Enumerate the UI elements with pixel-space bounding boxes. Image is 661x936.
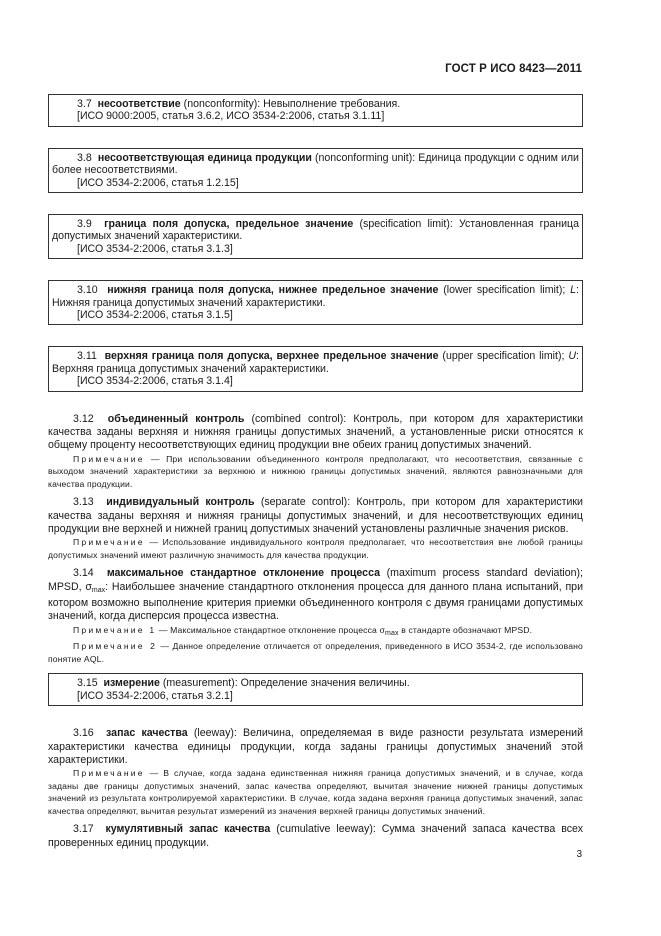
- term-title: запас качества: [106, 727, 188, 740]
- term-number: 3.16: [73, 727, 94, 740]
- term-paragraph-3-14: [48, 567, 583, 665]
- term-note: [48, 536, 583, 561]
- note-label: Примечание: [73, 768, 145, 779]
- term-text: (upper specification limit);: [442, 350, 565, 363]
- term-title: измерение: [103, 677, 160, 690]
- term-reference: [ИСО 3534-2:2006, статья 3.1.5]: [77, 309, 233, 322]
- note-text: в стандарте обозначают MPSD.: [401, 624, 533, 635]
- term-symbol-subscript: max: [91, 586, 106, 594]
- term-text: (lower specification limit);: [443, 284, 566, 297]
- term-reference: [ИСО 3534-2:2006, статья 3.1.4]: [77, 375, 233, 388]
- term-title: верхняя граница поля допуска, верхнее предельное значение: [104, 350, 439, 363]
- note-label: Примечание: [73, 453, 145, 464]
- term-paragraph-3-13: [48, 496, 583, 561]
- term-definition: [48, 496, 583, 536]
- term-paragraph-3-17: [48, 823, 583, 850]
- term-reference: [ИСО 3534-2:2006, статья 3.1.3]: [77, 242, 233, 255]
- term-box-3-9: [48, 214, 583, 259]
- term-number: 3.12: [73, 412, 94, 425]
- term-number: 3.10: [77, 284, 98, 297]
- term-definition: [52, 152, 579, 177]
- term-number: 3.17: [73, 823, 94, 836]
- term-text: (cumulative leeway): Сумма значений запаса качества всех проверенных единиц продукции.: [48, 823, 583, 849]
- term-title: несоответствующая единица продукции: [97, 151, 312, 164]
- term-text: : Нижняя граница допустимых значений характеристики.: [52, 284, 579, 309]
- term-definition: [52, 218, 579, 243]
- term-text: (measurement): Определение значения величины.: [162, 677, 410, 690]
- term-number: 3.14: [73, 567, 94, 580]
- term-definition: [48, 567, 583, 623]
- note-label: Примечание: [73, 537, 145, 548]
- note-symbol-subscript: max: [385, 629, 399, 637]
- note-text: — Использование индивидуального контроля предполагает, что несоответствия вне любой границы допустимых значений имеют различную значимость для качества продукции.: [48, 537, 583, 560]
- term-title: индивидуальный контроль: [106, 496, 255, 509]
- note-text: — Максимальное стандартное отклонение процесса: [158, 624, 377, 635]
- term-number: 3.8: [77, 151, 92, 164]
- term-box-3-15: [48, 673, 583, 706]
- term-text: (leeway): Величина, определяемая в виде разности результата измерений характеристики качества единицы продукции, когда заданы границы допустимых значений этой характеристики.: [48, 727, 583, 766]
- term-paragraph-3-16: [48, 727, 583, 817]
- term-text: (combined control): Контроль, при котором для характеристики качества заданы верхняя и нижняя границы допустимых значений, а установленные риски относятся к общему проценту несоответствующих единиц продукции вне обеих границ допустимых значений.: [48, 412, 583, 452]
- term-title: объединенный контроль: [107, 412, 245, 425]
- term-box-3-8: [48, 148, 583, 193]
- term-reference: [ИСО 3534-2:2006, статья 3.2.1]: [77, 689, 233, 702]
- term-title: нижняя граница поля допуска, нижнее предельное значение: [107, 284, 439, 297]
- term-text: : Верхняя граница допустимых значений характеристики.: [52, 350, 579, 375]
- note-label: Примечание 1: [73, 624, 157, 635]
- term-definition: [52, 350, 579, 375]
- page-content: [48, 94, 583, 856]
- term-box-3-7: [48, 94, 583, 127]
- term-box-3-11: [48, 346, 583, 391]
- document-header: ГОСТ Р ИСО 8423—2011: [445, 63, 582, 75]
- term-title: несоответствие: [97, 98, 181, 110]
- term-title: граница поля допуска, предельное значение: [104, 218, 354, 231]
- note-label: Примечание 2: [73, 641, 158, 652]
- term-number: 3.15: [77, 677, 98, 690]
- term-reference: [ИСО 3534-2:2006, статья 1.2.15]: [77, 176, 239, 189]
- term-text: (nonconforming unit): Единица продукции с одним или более несоответствиями.: [52, 151, 579, 177]
- term-box-3-10: [48, 280, 583, 325]
- term-definition: [52, 284, 579, 309]
- term-note: [48, 767, 583, 817]
- note-text: — В случае, когда задана единственная нижняя граница допустимых значений, и в случае, когда заданы две границы допустимых значений, запас качества определяют, вычитая значение нижней границы допустимых значений из результата контролируемой характеристики. В случае, когда задана верхняя граница допустимых значений, запас качества определяют, вычитая результат измерений из значения верхней границы допустимых значений.: [48, 768, 583, 816]
- term-number: 3.7: [77, 98, 92, 110]
- note-symbol: σ: [379, 624, 385, 635]
- term-definition: [52, 98, 579, 110]
- term-definition: [48, 413, 583, 453]
- term-number: 3.9: [77, 218, 92, 231]
- term-note-2: [48, 640, 583, 665]
- term-definition: [52, 677, 579, 689]
- term-text: (maximum process standard deviation); MPSD,: [48, 567, 583, 593]
- term-number: 3.13: [73, 496, 94, 509]
- term-text: (nonconformity): Невыполнение требования.: [183, 98, 401, 110]
- term-symbol: L: [570, 284, 577, 297]
- note-text: — При использовании объединенного контроля предполагают, что несоответствия, связанные с выходом значений характеристики за верхнюю и нижнюю границы допустимых значений, являются равнозначными для качества продукции.: [48, 453, 584, 489]
- term-title: максимальное стандартное отклонение процесса: [106, 567, 380, 580]
- term-text: (separate control): Контроль, при котором для характеристики качества заданы верхняя и нижняя границы допустимых значений, и для несоответствующих единиц продукции вне верхней и нижней границ допустимых значений установлены различные значения рисков.: [48, 496, 583, 535]
- term-symbol: σ: [85, 580, 92, 593]
- term-paragraph-3-12: [48, 413, 583, 491]
- term-text: (specification limit): Установленная граница допустимых значений характеристики.: [52, 218, 579, 243]
- term-title: кумулятивный запас качества: [105, 823, 271, 836]
- term-definition: [48, 823, 583, 850]
- term-text: : Наибольшее значение стандартного отклонения процесса для данного плана испытаний, при котором возможно выполнение критерия приемки объединенного контроля с двумя границами допустимых значений, когда дисперсия процесса известна.: [48, 580, 583, 623]
- note-text: — Данное определение отличается от определения, приведенного в ИСО 3534-2, где использовано понятие AQL.: [48, 641, 583, 664]
- term-reference: [ИСО 9000:2005, статья 3.6.2, ИСО 3534-2:2006, статья 3.1.11]: [77, 110, 385, 123]
- page-number: 3: [576, 849, 582, 860]
- term-note-1: [48, 624, 583, 641]
- term-symbol: U: [568, 350, 577, 363]
- term-number: 3.11: [77, 350, 97, 363]
- term-definition: [48, 727, 583, 767]
- term-note: [48, 453, 583, 491]
